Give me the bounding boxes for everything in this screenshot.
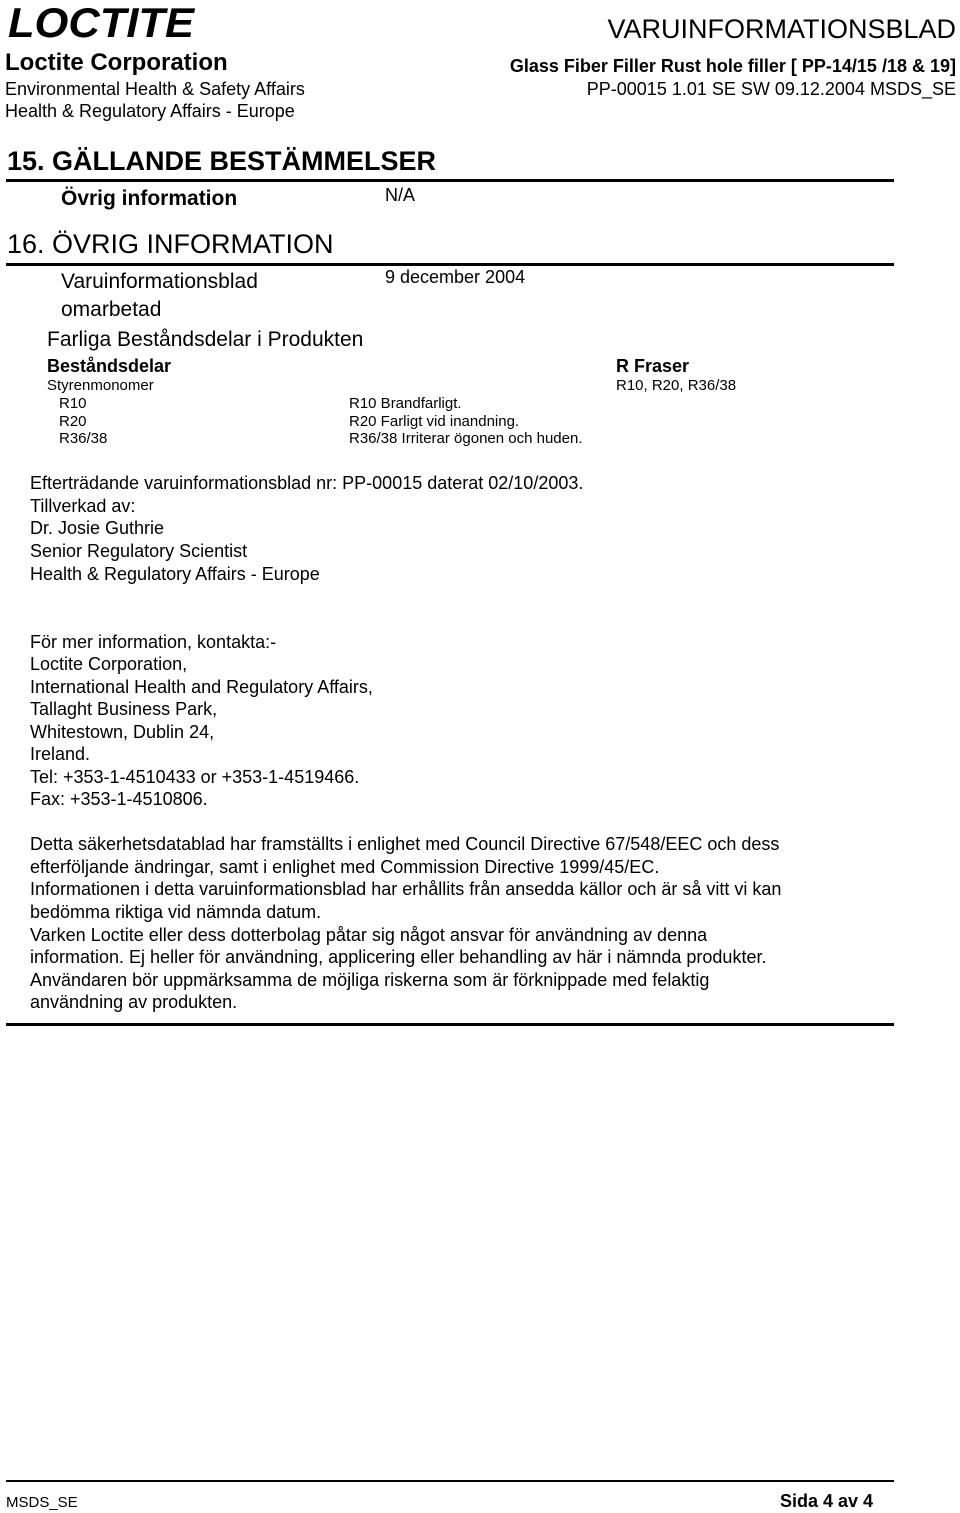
disclaimer-line: bedömma riktiga vid nämnda datum.	[30, 902, 322, 922]
disclaimer-line: information. Ej heller för användning, applicering eller behandling av här i nämnda produkter.	[30, 947, 767, 967]
revised-date: 9 december 2004	[385, 267, 526, 287]
author-department: Health & Regulatory Affairs - Europe	[30, 564, 320, 584]
author-name: Dr. Josie Guthrie	[30, 518, 165, 538]
rphrase-text: R20 Farligt vid inandning.	[349, 413, 520, 430]
prepared-by-label: Tillverkad av:	[30, 496, 136, 516]
disclaimer-line: Informationen i detta varuinformationsblad har erhållits från ansedda källor och är så vitt vi kan	[30, 879, 782, 899]
other-info-value: N/A	[385, 185, 416, 205]
contact-line: International Health and Regulatory Affairs,	[30, 677, 373, 697]
contact-phone: Tel: +353-1-4510433 or +353-1-4519466.	[30, 767, 360, 787]
section-15-rule	[6, 179, 894, 182]
supersedes-note: Efterträdande varuinformationsblad nr: PP-00015 daterat 02/10/2003.	[30, 473, 584, 493]
revised-label-line2: omarbetad	[61, 298, 162, 321]
rphrase-code: R36/38	[59, 430, 108, 447]
page-number: Sida 4 av 4	[780, 1491, 874, 1511]
loctite-logo	[6, 2, 198, 42]
contact-fax: Fax: +353-1-4510806.	[30, 789, 208, 809]
department-hra: Health & Regulatory Affairs - Europe	[5, 101, 295, 121]
disclaimer-line: efterföljande ändringar, samt i enlighet med Commission Directive 1999/45/EC.	[30, 857, 660, 877]
hazard-ingredients-title: Farliga Beståndsdelar i Produkten	[47, 328, 364, 351]
footer-rule	[6, 1480, 894, 1482]
ingredient-rphrases: R10, R20, R36/38	[616, 377, 737, 394]
section-15-heading: 15. GÄLLANDE BESTÄMMELSER	[7, 146, 437, 176]
contact-line: Loctite Corporation,	[30, 654, 188, 674]
section-16-rule	[6, 263, 894, 266]
contact-line: Tallaght Business Park,	[30, 699, 218, 719]
document-reference: PP-00015 1.01 SE SW 09.12.2004 MSDS_SE	[586, 79, 956, 99]
contact-line: Ireland.	[30, 744, 91, 764]
revised-label-line1: Varuinformationsblad	[61, 270, 258, 293]
logo-text: LOCTITE	[8, 2, 197, 42]
rphrase-code: R20	[59, 413, 87, 430]
disclaimer-line: Användaren bör uppmärksamma de möjliga riskerna som är förknippade med felaktig	[30, 970, 710, 990]
author-title: Senior Regulatory Scientist	[30, 541, 248, 561]
disclaimer-line: användning av produkten.	[30, 992, 238, 1012]
company-name: Loctite Corporation	[5, 49, 228, 76]
rphrase-text: R36/38 Irriterar ögonen och huden.	[349, 430, 583, 447]
disclaimer-line: Varken Loctite eller dess dotterbolag påtar sig något ansvar för användning av denna	[30, 925, 708, 945]
disclaimer-line: Detta säkerhetsdatablad har framställts i enlighet med Council Directive 67/548/EEC och dess	[30, 834, 780, 854]
product-name: Glass Fiber Filler Rust hole filler [ PP-14/15 /18 & 19]	[509, 56, 956, 76]
ingredient-name: Styrenmonomer	[47, 377, 154, 394]
contact-line: Whitestown, Dublin 24,	[30, 722, 215, 742]
rphrase-text: R10 Brandfarligt.	[349, 395, 462, 412]
section-16-heading: 16. ÖVRIG INFORMATION	[7, 229, 334, 259]
rphrase-code: R10	[59, 395, 87, 412]
document-type: VARUINFORMATIONSBLAD	[607, 14, 956, 44]
contact-line: För mer information, kontakta:-	[30, 632, 277, 652]
end-rule	[6, 1023, 894, 1026]
other-info-label: Övrig information	[61, 187, 238, 210]
footer-doc-code: MSDS_SE	[6, 1494, 78, 1511]
ingredients-column-header: Beståndsdelar	[47, 356, 172, 376]
rphrases-column-header: R Fraser	[616, 356, 690, 376]
department-ehs: Environmental Health & Safety Affairs	[5, 79, 305, 99]
